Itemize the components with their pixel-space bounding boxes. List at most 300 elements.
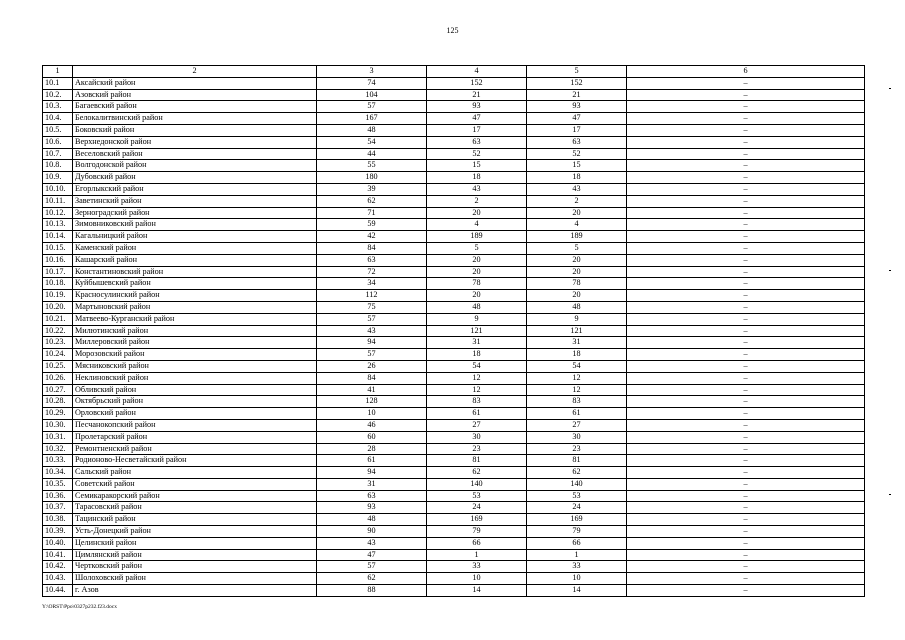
value-col6-cell: – <box>627 396 865 408</box>
table-row <box>43 278 865 290</box>
value-col4-cell: 2 <box>427 195 527 207</box>
value-col5-cell: 20 <box>527 207 627 219</box>
value-col5-cell: 140 <box>527 478 627 490</box>
district-name-cell: Дубовский район <box>73 172 317 184</box>
table-row <box>43 160 865 172</box>
table-row <box>43 360 865 372</box>
row-number-cell: 10.10. <box>43 183 73 195</box>
value-col6-cell: – <box>627 231 865 243</box>
row-number-cell: 10.31. <box>43 431 73 443</box>
district-name-cell: Азовский район <box>73 89 317 101</box>
value-col5-cell: 152 <box>527 77 627 89</box>
edge-mark <box>889 494 891 495</box>
district-name-cell: Тарасовский район <box>73 502 317 514</box>
district-name-cell: Ремонтненский район <box>73 443 317 455</box>
value-col4-cell: 66 <box>427 537 527 549</box>
value-col3-cell: 84 <box>317 242 427 254</box>
value-col6-cell: – <box>627 349 865 361</box>
value-col5-cell: 17 <box>527 124 627 136</box>
table-row <box>43 455 865 467</box>
district-name-cell: Кашарский район <box>73 254 317 266</box>
district-name-cell: Семикаракорский район <box>73 490 317 502</box>
value-col3-cell: 180 <box>317 172 427 184</box>
value-col4-cell: 30 <box>427 431 527 443</box>
value-col4-cell: 27 <box>427 419 527 431</box>
value-col5-cell: 23 <box>527 443 627 455</box>
value-col5-cell: 12 <box>527 384 627 396</box>
row-number-cell: 10.41. <box>43 549 73 561</box>
district-name-cell: Каменский район <box>73 242 317 254</box>
value-col3-cell: 59 <box>317 219 427 231</box>
district-name-cell: Пролетарский район <box>73 431 317 443</box>
value-col4-cell: 5 <box>427 242 527 254</box>
value-col4-cell: 15 <box>427 160 527 172</box>
table-row <box>43 195 865 207</box>
row-number-cell: 10.2. <box>43 89 73 101</box>
row-number-cell: 10.20. <box>43 301 73 313</box>
table-row <box>43 349 865 361</box>
row-number-cell: 10.30. <box>43 419 73 431</box>
row-number-cell: 10.9. <box>43 172 73 184</box>
table-row <box>43 514 865 526</box>
table-row <box>43 89 865 101</box>
value-col6-cell: – <box>627 490 865 502</box>
value-col4-cell: 53 <box>427 490 527 502</box>
row-number-cell: 10.29. <box>43 408 73 420</box>
value-col3-cell: 167 <box>317 113 427 125</box>
value-col5-cell: 10 <box>527 573 627 585</box>
district-name-cell: Миллеровский район <box>73 337 317 349</box>
value-col3-cell: 48 <box>317 514 427 526</box>
row-number-cell: 10.28. <box>43 396 73 408</box>
value-col3-cell: 84 <box>317 372 427 384</box>
value-col3-cell: 54 <box>317 136 427 148</box>
district-name-cell: Зимовниковский район <box>73 219 317 231</box>
row-number-cell: 10.37. <box>43 502 73 514</box>
value-col5-cell: 2 <box>527 195 627 207</box>
value-col4-cell: 48 <box>427 301 527 313</box>
value-col4-cell: 17 <box>427 124 527 136</box>
table-row <box>43 419 865 431</box>
district-name-cell: Тацинский район <box>73 514 317 526</box>
value-col3-cell: 42 <box>317 231 427 243</box>
value-col5-cell: 189 <box>527 231 627 243</box>
value-col3-cell: 57 <box>317 101 427 113</box>
district-name-cell: Усть-Донецкий район <box>73 526 317 538</box>
value-col4-cell: 169 <box>427 514 527 526</box>
value-col5-cell: 24 <box>527 502 627 514</box>
table-row <box>43 172 865 184</box>
row-number-cell: 10.15. <box>43 242 73 254</box>
row-number-cell: 10.21. <box>43 313 73 325</box>
value-col6-cell: – <box>627 290 865 302</box>
table-row <box>43 313 865 325</box>
value-col5-cell: 43 <box>527 183 627 195</box>
table-row <box>43 337 865 349</box>
value-col4-cell: 20 <box>427 290 527 302</box>
header-cell: 6 <box>627 66 865 78</box>
table-row <box>43 502 865 514</box>
value-col3-cell: 61 <box>317 455 427 467</box>
value-col3-cell: 41 <box>317 384 427 396</box>
value-col3-cell: 48 <box>317 124 427 136</box>
header-cell: 4 <box>427 66 527 78</box>
district-name-cell: Зерноградский район <box>73 207 317 219</box>
district-name-cell: Куйбышевский район <box>73 278 317 290</box>
value-col6-cell: – <box>627 585 865 597</box>
table-row <box>43 148 865 160</box>
value-col3-cell: 94 <box>317 337 427 349</box>
value-col4-cell: 10 <box>427 573 527 585</box>
value-col6-cell: – <box>627 467 865 479</box>
value-col4-cell: 152 <box>427 77 527 89</box>
value-col3-cell: 63 <box>317 490 427 502</box>
district-name-cell: Егорлыкский район <box>73 183 317 195</box>
value-col6-cell: – <box>627 313 865 325</box>
table-row <box>43 537 865 549</box>
value-col6-cell: – <box>627 455 865 467</box>
value-col5-cell: 12 <box>527 372 627 384</box>
value-col6-cell: – <box>627 301 865 313</box>
district-name-cell: Волгодонской район <box>73 160 317 172</box>
table-row <box>43 113 865 125</box>
table-row <box>43 396 865 408</box>
value-col3-cell: 104 <box>317 89 427 101</box>
value-col5-cell: 52 <box>527 148 627 160</box>
value-col5-cell: 18 <box>527 349 627 361</box>
table-row <box>43 266 865 278</box>
table-row <box>43 301 865 313</box>
header-cell: 1 <box>43 66 73 78</box>
value-col3-cell: 44 <box>317 148 427 160</box>
row-number-cell: 10.36. <box>43 490 73 502</box>
row-number-cell: 10.11. <box>43 195 73 207</box>
value-col3-cell: 47 <box>317 549 427 561</box>
district-name-cell: Неклиновский район <box>73 372 317 384</box>
value-col5-cell: 20 <box>527 254 627 266</box>
row-number-cell: 10.34. <box>43 467 73 479</box>
table-row <box>43 526 865 538</box>
value-col6-cell: – <box>627 443 865 455</box>
value-col6-cell: – <box>627 278 865 290</box>
value-col5-cell: 83 <box>527 396 627 408</box>
value-col5-cell: 5 <box>527 242 627 254</box>
value-col4-cell: 20 <box>427 266 527 278</box>
value-col3-cell: 94 <box>317 467 427 479</box>
table-row <box>43 219 865 231</box>
value-col3-cell: 128 <box>317 396 427 408</box>
table-row <box>43 549 865 561</box>
value-col3-cell: 43 <box>317 325 427 337</box>
value-col5-cell: 31 <box>527 337 627 349</box>
value-col5-cell: 61 <box>527 408 627 420</box>
value-col4-cell: 21 <box>427 89 527 101</box>
value-col4-cell: 23 <box>427 443 527 455</box>
value-col6-cell: – <box>627 537 865 549</box>
value-col3-cell: 55 <box>317 160 427 172</box>
district-name-cell: Шолоховский район <box>73 573 317 585</box>
district-name-cell: Сальский район <box>73 467 317 479</box>
table-row <box>43 384 865 396</box>
value-col5-cell: 62 <box>527 467 627 479</box>
value-col5-cell: 54 <box>527 360 627 372</box>
value-col3-cell: 60 <box>317 431 427 443</box>
table-row <box>43 231 865 243</box>
row-number-cell: 10.1 <box>43 77 73 89</box>
district-name-cell: Матвеево-Курганский район <box>73 313 317 325</box>
table-row <box>43 372 865 384</box>
district-name-cell: Багаевский район <box>73 101 317 113</box>
value-col6-cell: – <box>627 113 865 125</box>
table-row <box>43 207 865 219</box>
value-col4-cell: 31 <box>427 337 527 349</box>
value-col6-cell: – <box>627 478 865 490</box>
value-col6-cell: – <box>627 384 865 396</box>
value-col3-cell: 72 <box>317 266 427 278</box>
row-number-cell: 10.38. <box>43 514 73 526</box>
footer-file-path: Y:\ORST\Ppo\0327p232.f23.docx <box>42 604 117 610</box>
value-col4-cell: 62 <box>427 467 527 479</box>
district-name-cell: Целинский район <box>73 537 317 549</box>
row-number-cell: 10.44. <box>43 585 73 597</box>
value-col6-cell: – <box>627 195 865 207</box>
row-number-cell: 10.23. <box>43 337 73 349</box>
row-number-cell: 10.26. <box>43 372 73 384</box>
table-row <box>43 77 865 89</box>
district-name-cell: Заветинский район <box>73 195 317 207</box>
value-col5-cell: 63 <box>527 136 627 148</box>
value-col4-cell: 81 <box>427 455 527 467</box>
value-col3-cell: 63 <box>317 254 427 266</box>
value-col3-cell: 112 <box>317 290 427 302</box>
table-row <box>43 431 865 443</box>
value-col4-cell: 79 <box>427 526 527 538</box>
value-col6-cell: – <box>627 89 865 101</box>
value-col6-cell: – <box>627 337 865 349</box>
table-row <box>43 585 865 597</box>
row-number-cell: 10.39. <box>43 526 73 538</box>
row-number-cell: 10.16. <box>43 254 73 266</box>
value-col5-cell: 33 <box>527 561 627 573</box>
table-row <box>43 290 865 302</box>
table-row <box>43 443 865 455</box>
row-number-cell: 10.33. <box>43 455 73 467</box>
value-col3-cell: 71 <box>317 207 427 219</box>
value-col4-cell: 78 <box>427 278 527 290</box>
district-name-cell: Морозовский район <box>73 349 317 361</box>
district-name-cell: Константиновский район <box>73 266 317 278</box>
district-name-cell: Цимлянский район <box>73 549 317 561</box>
value-col6-cell: – <box>627 183 865 195</box>
value-col6-cell: – <box>627 136 865 148</box>
value-col3-cell: 57 <box>317 313 427 325</box>
table-row <box>43 242 865 254</box>
value-col5-cell: 121 <box>527 325 627 337</box>
table-body <box>43 66 865 597</box>
value-col3-cell: 31 <box>317 478 427 490</box>
district-name-cell: Советский район <box>73 478 317 490</box>
district-name-cell: Кагальницкий район <box>73 231 317 243</box>
value-col4-cell: 14 <box>427 585 527 597</box>
value-col6-cell: – <box>627 77 865 89</box>
district-name-cell: Мартыновский район <box>73 301 317 313</box>
row-number-cell: 10.7. <box>43 148 73 160</box>
edge-mark <box>889 270 891 271</box>
district-name-cell: Мясниковский район <box>73 360 317 372</box>
value-col3-cell: 39 <box>317 183 427 195</box>
value-col3-cell: 75 <box>317 301 427 313</box>
value-col5-cell: 93 <box>527 101 627 113</box>
row-number-cell: 10.17. <box>43 266 73 278</box>
value-col3-cell: 88 <box>317 585 427 597</box>
data-table <box>42 65 865 597</box>
table-row <box>43 467 865 479</box>
value-col3-cell: 46 <box>317 419 427 431</box>
value-col4-cell: 63 <box>427 136 527 148</box>
value-col6-cell: – <box>627 419 865 431</box>
table-row <box>43 490 865 502</box>
value-col4-cell: 12 <box>427 372 527 384</box>
district-name-cell: Обливский район <box>73 384 317 396</box>
value-col3-cell: 57 <box>317 561 427 573</box>
row-number-cell: 10.18. <box>43 278 73 290</box>
district-name-cell: Орловский район <box>73 408 317 420</box>
page-number: 125 <box>446 26 459 35</box>
district-name-cell: Песчанокопский район <box>73 419 317 431</box>
value-col3-cell: 62 <box>317 195 427 207</box>
value-col5-cell: 66 <box>527 537 627 549</box>
value-col4-cell: 33 <box>427 561 527 573</box>
value-col6-cell: – <box>627 502 865 514</box>
value-col5-cell: 47 <box>527 113 627 125</box>
district-name-cell: Милютинский район <box>73 325 317 337</box>
value-col5-cell: 53 <box>527 490 627 502</box>
value-col4-cell: 54 <box>427 360 527 372</box>
value-col6-cell: – <box>627 124 865 136</box>
edge-mark <box>889 88 891 89</box>
value-col5-cell: 78 <box>527 278 627 290</box>
value-col3-cell: 93 <box>317 502 427 514</box>
district-name-cell: Октябрьский район <box>73 396 317 408</box>
table-row <box>43 136 865 148</box>
value-col6-cell: – <box>627 325 865 337</box>
value-col4-cell: 1 <box>427 549 527 561</box>
value-col6-cell: – <box>627 549 865 561</box>
value-col4-cell: 140 <box>427 478 527 490</box>
district-name-cell: Белокалитвинский район <box>73 113 317 125</box>
value-col4-cell: 47 <box>427 113 527 125</box>
value-col5-cell: 21 <box>527 89 627 101</box>
district-name-cell: Верхнедонской район <box>73 136 317 148</box>
table-row <box>43 325 865 337</box>
value-col6-cell: – <box>627 172 865 184</box>
district-name-cell: Чертковский район <box>73 561 317 573</box>
table-row <box>43 408 865 420</box>
district-name-cell: Боковский район <box>73 124 317 136</box>
row-number-cell: 10.6. <box>43 136 73 148</box>
row-number-cell: 10.3. <box>43 101 73 113</box>
value-col3-cell: 26 <box>317 360 427 372</box>
value-col3-cell: 28 <box>317 443 427 455</box>
value-col5-cell: 20 <box>527 266 627 278</box>
value-col4-cell: 52 <box>427 148 527 160</box>
table-row <box>43 101 865 113</box>
value-col5-cell: 81 <box>527 455 627 467</box>
header-cell: 2 <box>73 66 317 78</box>
row-number-cell: 10.4. <box>43 113 73 125</box>
table-row <box>43 124 865 136</box>
value-col6-cell: – <box>627 219 865 231</box>
table-row <box>43 478 865 490</box>
value-col3-cell: 90 <box>317 526 427 538</box>
value-col5-cell: 18 <box>527 172 627 184</box>
row-number-cell: 10.14. <box>43 231 73 243</box>
value-col5-cell: 48 <box>527 301 627 313</box>
header-cell: 5 <box>527 66 627 78</box>
district-name-cell: Веселовский район <box>73 148 317 160</box>
value-col4-cell: 4 <box>427 219 527 231</box>
value-col4-cell: 93 <box>427 101 527 113</box>
district-name-cell: г. Азов <box>73 585 317 597</box>
value-col5-cell: 169 <box>527 514 627 526</box>
value-col4-cell: 121 <box>427 325 527 337</box>
table-row <box>43 183 865 195</box>
row-number-cell: 10.42. <box>43 561 73 573</box>
value-col5-cell: 4 <box>527 219 627 231</box>
value-col6-cell: – <box>627 372 865 384</box>
row-number-cell: 10.35. <box>43 478 73 490</box>
value-col6-cell: – <box>627 561 865 573</box>
value-col6-cell: – <box>627 431 865 443</box>
table-row <box>43 561 865 573</box>
value-col5-cell: 9 <box>527 313 627 325</box>
row-number-cell: 10.8. <box>43 160 73 172</box>
row-number-cell: 10.5. <box>43 124 73 136</box>
value-col5-cell: 14 <box>527 585 627 597</box>
value-col4-cell: 61 <box>427 408 527 420</box>
value-col6-cell: – <box>627 160 865 172</box>
value-col6-cell: – <box>627 360 865 372</box>
row-number-cell: 10.12. <box>43 207 73 219</box>
district-name-cell: Родионово-Несветайский район <box>73 455 317 467</box>
row-number-cell: 10.22. <box>43 325 73 337</box>
value-col4-cell: 83 <box>427 396 527 408</box>
value-col4-cell: 24 <box>427 502 527 514</box>
value-col3-cell: 43 <box>317 537 427 549</box>
table-row <box>43 573 865 585</box>
district-name-cell: Аксайский район <box>73 77 317 89</box>
table-header-row <box>43 66 865 78</box>
value-col4-cell: 43 <box>427 183 527 195</box>
value-col6-cell: – <box>627 207 865 219</box>
value-col3-cell: 62 <box>317 573 427 585</box>
row-number-cell: 10.32. <box>43 443 73 455</box>
value-col5-cell: 27 <box>527 419 627 431</box>
row-number-cell: 10.25. <box>43 360 73 372</box>
row-number-cell: 10.27. <box>43 384 73 396</box>
value-col5-cell: 1 <box>527 549 627 561</box>
table-row <box>43 254 865 266</box>
value-col4-cell: 189 <box>427 231 527 243</box>
row-number-cell: 10.43. <box>43 573 73 585</box>
header-cell: 3 <box>317 66 427 78</box>
value-col6-cell: – <box>627 408 865 420</box>
value-col4-cell: 18 <box>427 349 527 361</box>
value-col6-cell: – <box>627 573 865 585</box>
value-col6-cell: – <box>627 526 865 538</box>
value-col6-cell: – <box>627 266 865 278</box>
value-col4-cell: 20 <box>427 207 527 219</box>
